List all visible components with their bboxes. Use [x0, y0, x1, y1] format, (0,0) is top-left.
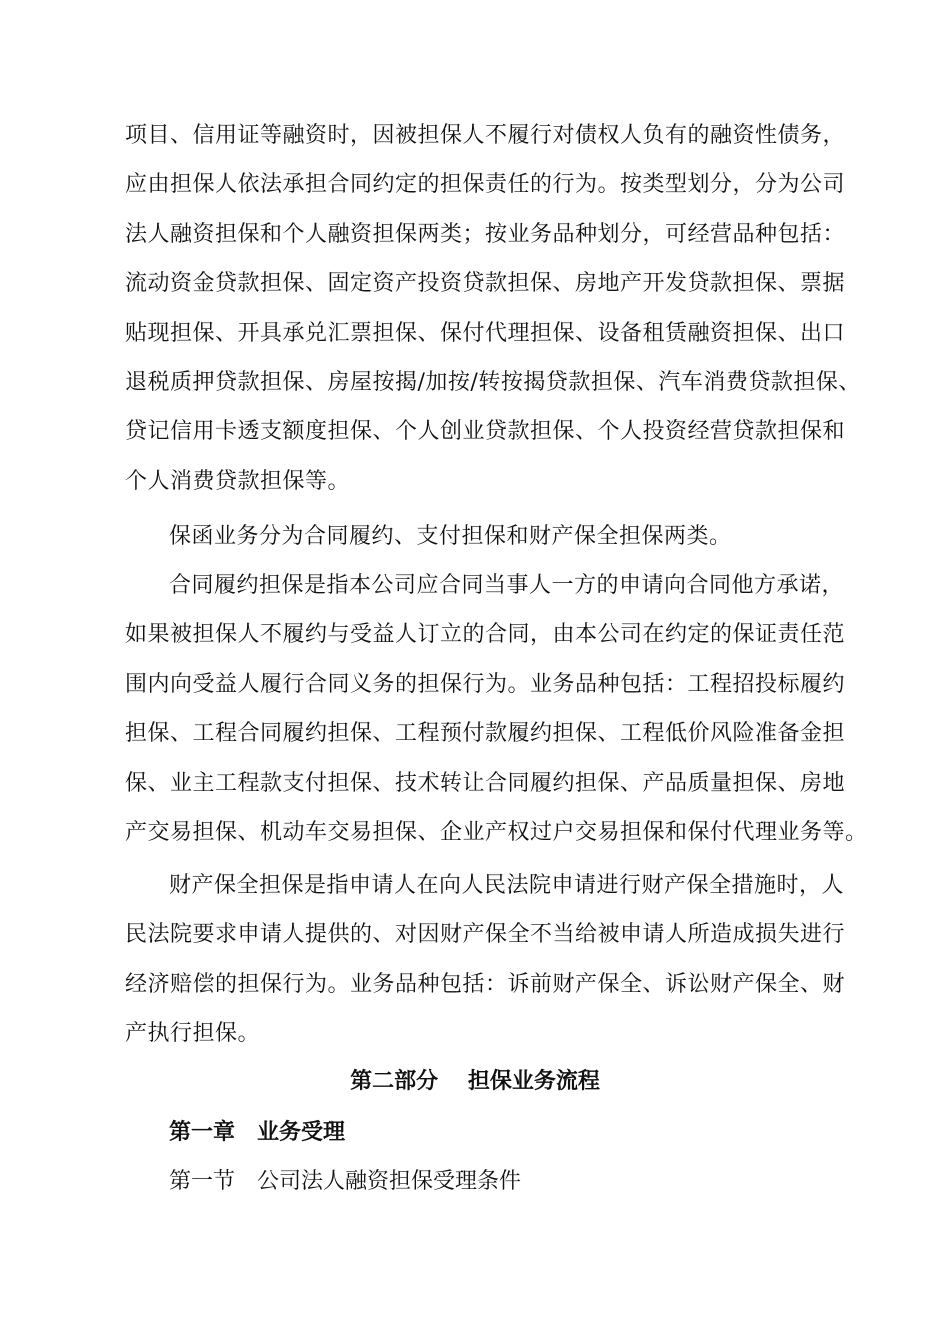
text-line: 围内向受益人履行合同义务的担保行为。业务品种包括：工程招投标履约 — [125, 671, 846, 697]
paragraph-property-preservation — [125, 861, 846, 1059]
text-line: 民法院要求申请人提供的、对因财产保全不当给被申请人所造成损失进行 — [125, 922, 846, 948]
part-heading — [0, 1062, 950, 1102]
text-line: 产交易担保、机动车交易担保、企业产权过户交易担保和保付代理业务等。 — [125, 820, 868, 846]
text-line: 流动资金贷款担保、固定资产投资贷款担保、房地产开发贷款担保、票据 — [125, 271, 846, 297]
text-line: 产执行担保。 — [125, 1021, 261, 1047]
chapter-heading: 第一章 业务受理 — [169, 1120, 346, 1145]
text-line: 财产保全担保是指申请人在向人民法院申请进行财产保全措施时，人 — [169, 873, 845, 898]
text-line: 法人融资担保和个人融资担保两类；按业务品种划分，可经营品种包括： — [125, 221, 846, 247]
section-heading: 第一节 公司法人融资担保受理条件 — [169, 1169, 522, 1194]
text-line: 保函业务分为合同履约、支付担保和财产保全担保两类。 — [169, 524, 732, 549]
text-line: 贷记信用卡透支额度担保、个人创业贷款担保、个人投资经营贷款担保和 — [125, 419, 846, 445]
text-line: 退税质押贷款担保、房屋按揭/加按/转按揭贷款担保、汽车消费贷款担保、 — [125, 370, 861, 396]
text-line: 合同履约担保是指本公司应合同当事人一方的申请向合同他方承诺， — [169, 573, 845, 598]
text-line: 个人消费贷款担保等。 — [125, 468, 351, 494]
text-line: 保、业主工程款支付担保、技术转让合同履约担保、产品质量担保、房地 — [125, 770, 846, 796]
text-line: 担保、工程合同履约担保、工程预付款履约担保、工程低价风险准备金担 — [125, 721, 846, 747]
text-line: 如果被担保人不履约与受益人订立的合同，由本公司在约定的保证责任范 — [125, 622, 846, 648]
paragraph-financing-guarantee — [125, 111, 861, 506]
paragraph-letter-of-guarantee — [125, 512, 827, 561]
part-heading-text: 第二部分 担保业务流程 — [350, 1069, 600, 1094]
text-line: 贴现担保、开具承兑汇票担保、保付代理担保、设备租赁融资担保、出口 — [125, 320, 846, 346]
text-line: 经济赔偿的担保行为。业务品种包括：诉前财产保全、诉讼财产保全、财 — [125, 971, 846, 997]
text-line: 应由担保人依法承担合同约定的担保责任的行为。按类型划分，分为公司 — [125, 172, 846, 198]
text-line: 项目、信用证等融资时，因被担保人不履行对债权人负有的融资性债务， — [125, 123, 846, 148]
paragraph-performance-guarantee — [125, 561, 868, 857]
